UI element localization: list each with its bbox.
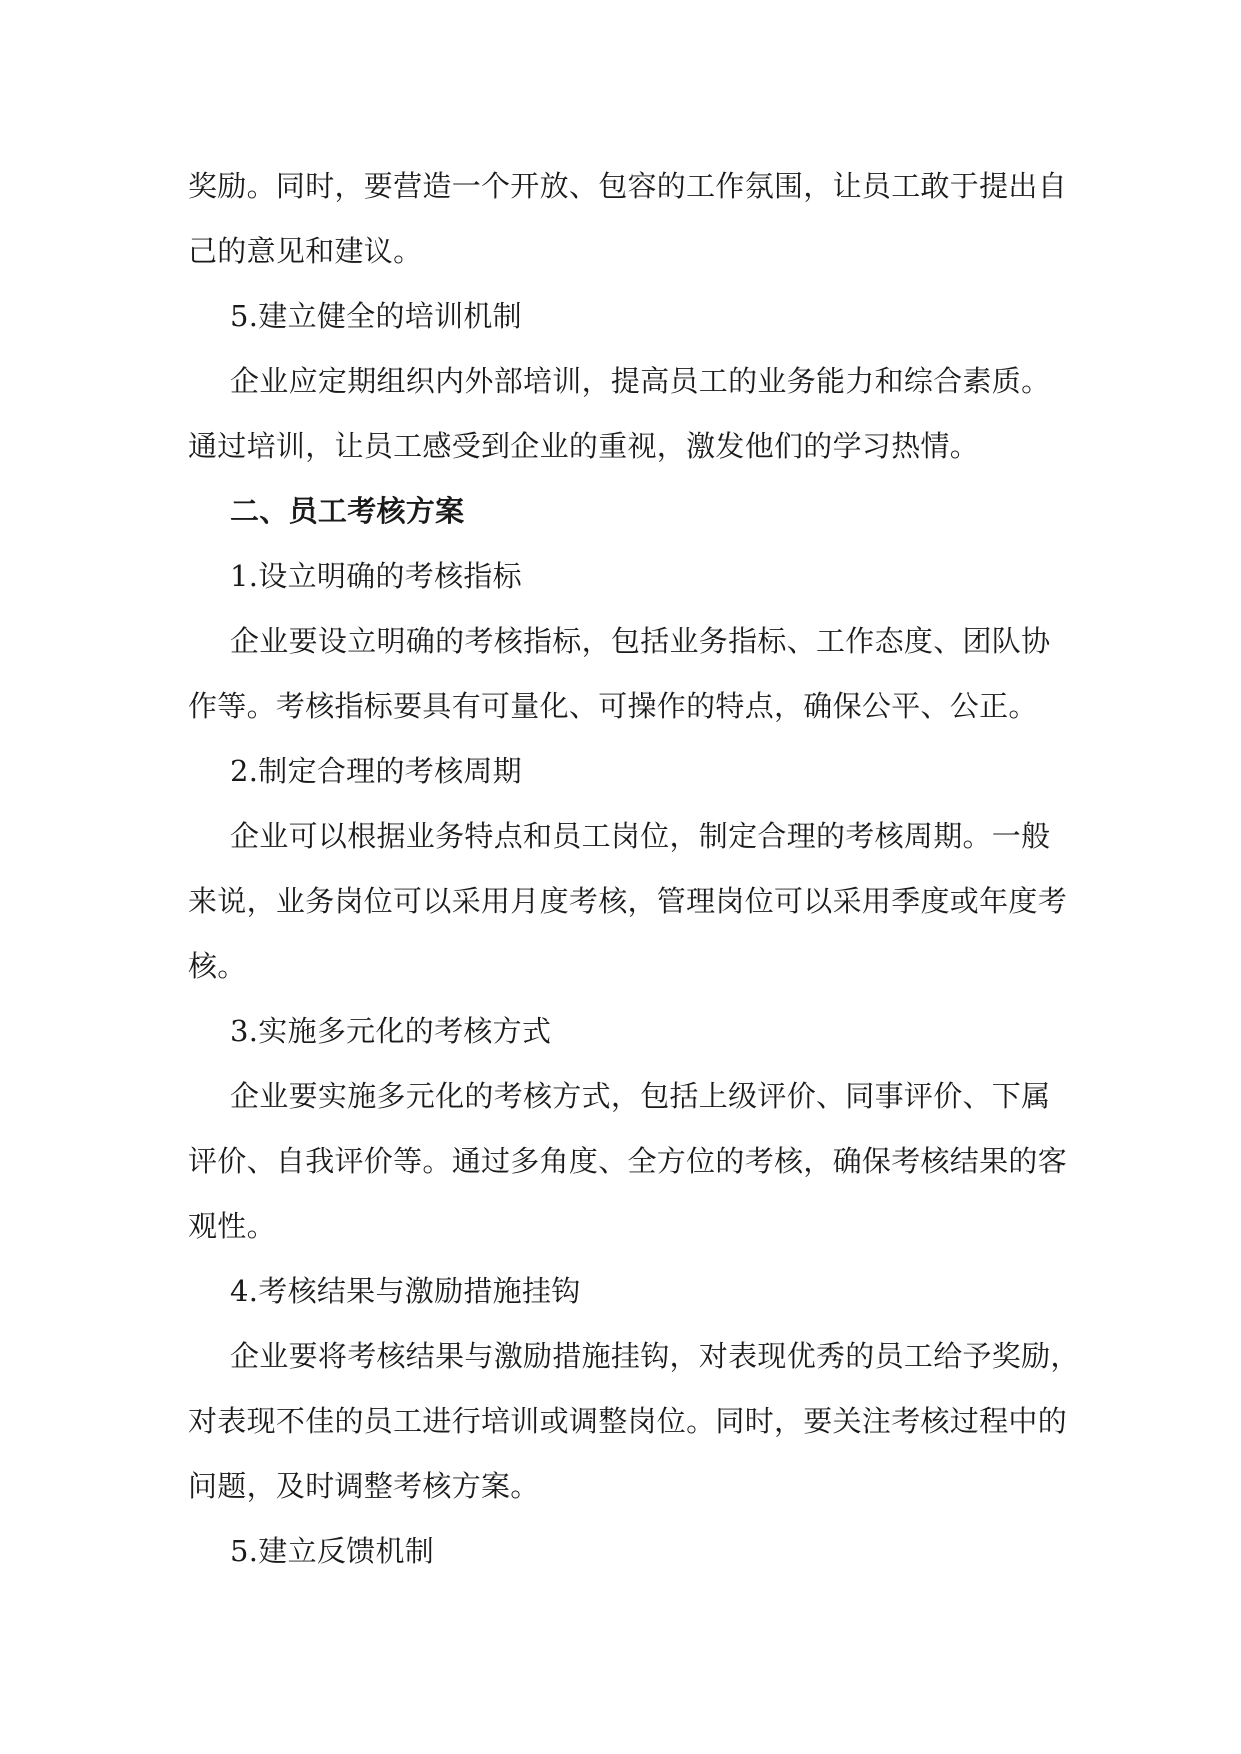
section-subheading: 4.考核结果与激励措施挂钩 — [230, 1274, 581, 1308]
paragraph-line: 作等。考核指标要具有可量化、可操作的特点，确保公平、公正。 — [188, 689, 1038, 723]
paragraph-line: 来说，业务岗位可以采用月度考核，管理岗位可以采用季度或年度考 — [188, 884, 1068, 918]
paragraph-line: 企业可以根据业务特点和员工岗位，制定合理的考核周期。一般 — [230, 819, 1051, 853]
paragraph-line: 核。 — [188, 949, 247, 983]
section-subheading: 5.建立健全的培训机制 — [230, 299, 522, 333]
paragraph-line: 企业要设立明确的考核指标，包括业务指标、工作态度、团队协 — [230, 624, 1051, 658]
paragraph-line: 问题，及时调整考核方案。 — [188, 1469, 540, 1503]
document-body — [188, 154, 1080, 1584]
paragraph-line: 观性。 — [188, 1209, 276, 1243]
section-subheading: 2.制定合理的考核周期 — [230, 754, 522, 788]
section-heading: 二、员工考核方案 — [230, 494, 465, 528]
paragraph-line: 己的意见和建议。 — [188, 234, 423, 268]
paragraph-line: 奖励。同时，要营造一个开放、包容的工作氛围，让员工敢于提出自 — [188, 169, 1068, 203]
paragraph-line: 企业要将考核结果与激励措施挂钩，对表现优秀的员工给予奖励， — [230, 1339, 1080, 1373]
section-subheading: 5.建立反馈机制 — [230, 1534, 435, 1568]
section-subheading: 3.实施多元化的考核方式 — [230, 1014, 552, 1048]
paragraph-line: 企业应定期组织内外部培训，提高员工的业务能力和综合素质。 — [230, 364, 1051, 398]
paragraph-line: 对表现不佳的员工进行培训或调整岗位。同时，要关注考核过程中的 — [188, 1404, 1068, 1438]
paragraph-line: 企业要实施多元化的考核方式，包括上级评价、同事评价、下属 — [230, 1079, 1051, 1113]
section-subheading: 1.设立明确的考核指标 — [230, 559, 522, 593]
paragraph-line: 评价、自我评价等。通过多角度、全方位的考核，确保考核结果的客 — [188, 1144, 1068, 1178]
paragraph-line: 通过培训，让员工感受到企业的重视，激发他们的学习热情。 — [188, 429, 980, 463]
